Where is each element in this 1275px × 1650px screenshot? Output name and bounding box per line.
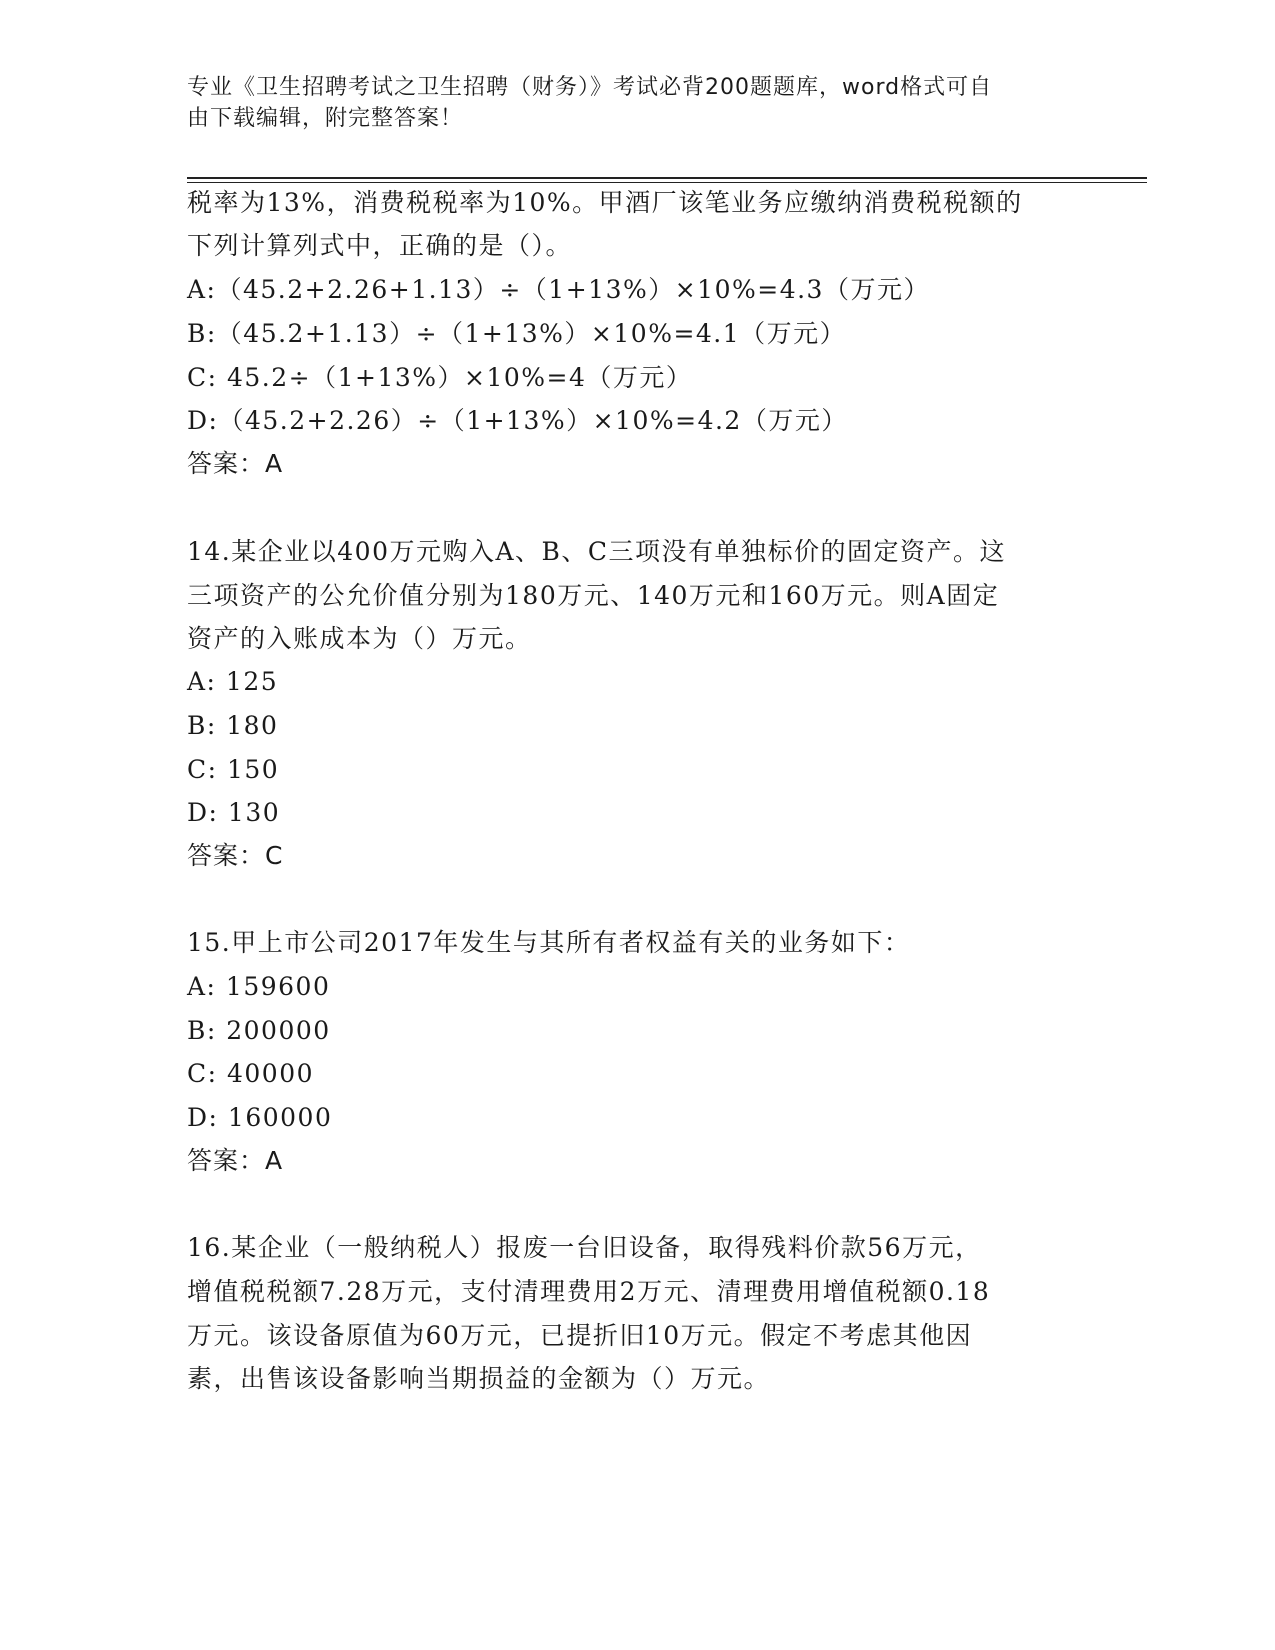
page-header [187,72,1087,134]
question-15-text-line-1: 15.甲上市公司2017年发生与其所有者权益有关的业务如下： [187,928,911,957]
question-13-option-b: B:（45.2+1.13）÷（1+13%）×10%=4.1（万元） [187,319,847,348]
question-16-text-line-4: 素，出售该设备影响当期损益的金额为（）万元。 [187,1364,771,1393]
header-divider-thin [187,182,1147,183]
question-15-answer: 答案：A [187,1146,284,1175]
question-13-text-line-2: 下列计算列式中，正确的是（）。 [187,231,573,260]
question-14-option-c: C: 150 [187,755,280,784]
question-15-option-d: D: 160000 [187,1103,333,1132]
question-13-option-c: C: 45.2÷（1+13%）×10%=4（万元） [187,363,693,392]
question-14-option-d: D: 130 [187,798,281,827]
header-title-line-2: 由下载编辑，附完整答案！ [187,106,464,131]
question-15-option-a: A: 159600 [187,972,331,1001]
question-14-text-line-1: 14.某企业以400万元购入A、B、C三项没有单独标价的固定资产。这 [187,537,1007,566]
question-16-text-line-2: 增值税税额7.28万元，支付清理费用2万元、清理费用增值税额0.18 [187,1277,991,1306]
question-13-text-line-1: 税率为13%，消费税税率为10%。甲酒厂该笔业务应缴纳消费税税额的 [187,188,1023,217]
question-16-text-line-3: 万元。该设备原值为60万元，已提折旧10万元。假定不考虑其他因 [187,1321,973,1350]
question-16-text-line-1: 16.某企业（一般纳税人）报废一台旧设备，取得残料价款56万元， [187,1233,982,1262]
question-14-answer: 答案：C [187,841,284,870]
question-13-option-d: D:（45.2+2.26）÷（1+13%）×10%=4.2（万元） [187,406,848,435]
question-14-option-a: A: 125 [187,667,279,696]
question-14-text-line-2: 三项资产的公允价值分别为180万元、140万元和160万元。则A固定 [187,581,1000,610]
header-title-line-1: 专业《卫生招聘考试之卫生招聘（财务）》考试必背200题题库，word格式可自 [187,75,993,100]
question-13-option-a: A:（45.2+2.26+1.13）÷（1+13%）×10%=4.3（万元） [187,275,930,304]
header-divider-thick [187,177,1147,179]
question-15-option-c: C: 40000 [187,1059,315,1088]
question-13-answer: 答案：A [187,449,284,478]
question-15-option-b: B: 200000 [187,1016,331,1045]
question-14-option-b: B: 180 [187,711,279,740]
question-14-text-line-3: 资产的入账成本为（）万元。 [187,624,532,653]
